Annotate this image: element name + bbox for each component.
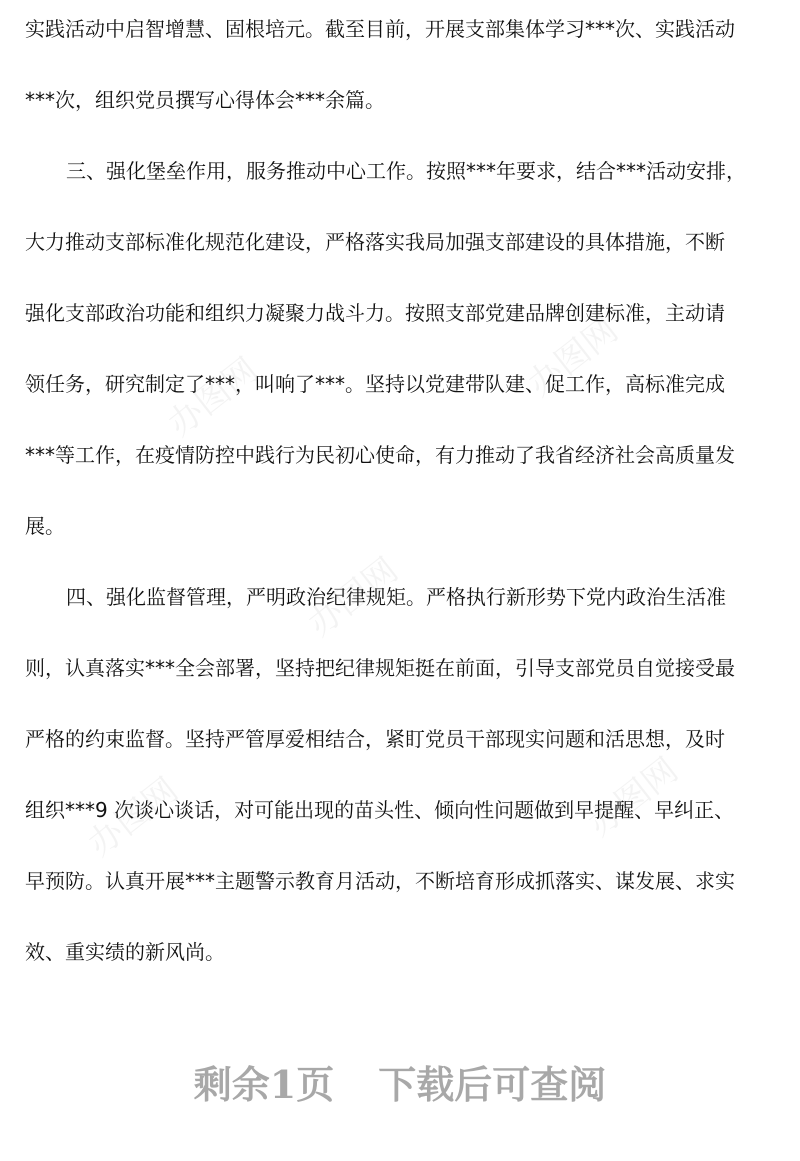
download-prompt[interactable] <box>0 1055 800 1115</box>
section-heading-3: 三、强化堡垒作用，服务推动中心工作。按照***年要求，结合***活动安排， <box>66 159 746 183</box>
text-line: 强化支部政治功能和组织力凝聚力战斗力。按照支部党建品牌创建标准，主动请 <box>25 301 725 325</box>
section-heading-4: 四、强化监督管理，严明政治纪律规矩。严格执行新形势下党内政治生活准 <box>66 585 726 609</box>
text-line: 实践活动中启智增慧、固根培元。截至目前，开展支部集体学习***次、实践活动 <box>25 17 735 41</box>
text-line: 则，认真落实***全会部署，坚持把纪律规矩挺在前面，引导支部党员自觉接受最 <box>25 656 735 680</box>
text-line: 早预防。认真开展***主题警示教育月活动，不断培育形成抓落实、谋发展、求实 <box>25 869 735 893</box>
watermark: 办图网 <box>580 750 686 845</box>
text-line: 大力推动支部标准化规范化建设，严格落实我局加强支部建设的具体措施，不断 <box>25 230 725 254</box>
text-line: 效、重实绩的新风尚。 <box>25 940 225 964</box>
text-line: 领任务，研究制定了***，叫响了***。坚持以党建带队建、促工作，高标准完成 <box>25 372 725 396</box>
watermark: 办图网 <box>300 550 406 645</box>
text-line: 严格的约束监督。坚持严管厚爱相结合，紧盯党员干部现实问题和活思想，及时 <box>25 727 725 751</box>
text-line: 展。 <box>25 514 65 538</box>
watermark: 办图网 <box>80 770 186 865</box>
text-line: ***次，组织党员撰写心得体会***余篇。 <box>25 88 385 112</box>
remaining-pages-label: 剩余1页 <box>193 1062 335 1107</box>
watermark: 办图网 <box>160 350 266 445</box>
document-body <box>25 12 777 971</box>
text-line: 组织***9 次谈心谈话，对可能出现的苗头性、倾向性问题做到早提醒、早纠正、 <box>25 798 735 822</box>
watermark: 办图网 <box>520 310 626 405</box>
text-line: ***等工作，在疫情防控中践行为民初心使命，有力推动了我省经济社会高质量发 <box>25 443 735 467</box>
download-to-view-label: 下载后可查阅 <box>378 1062 607 1107</box>
